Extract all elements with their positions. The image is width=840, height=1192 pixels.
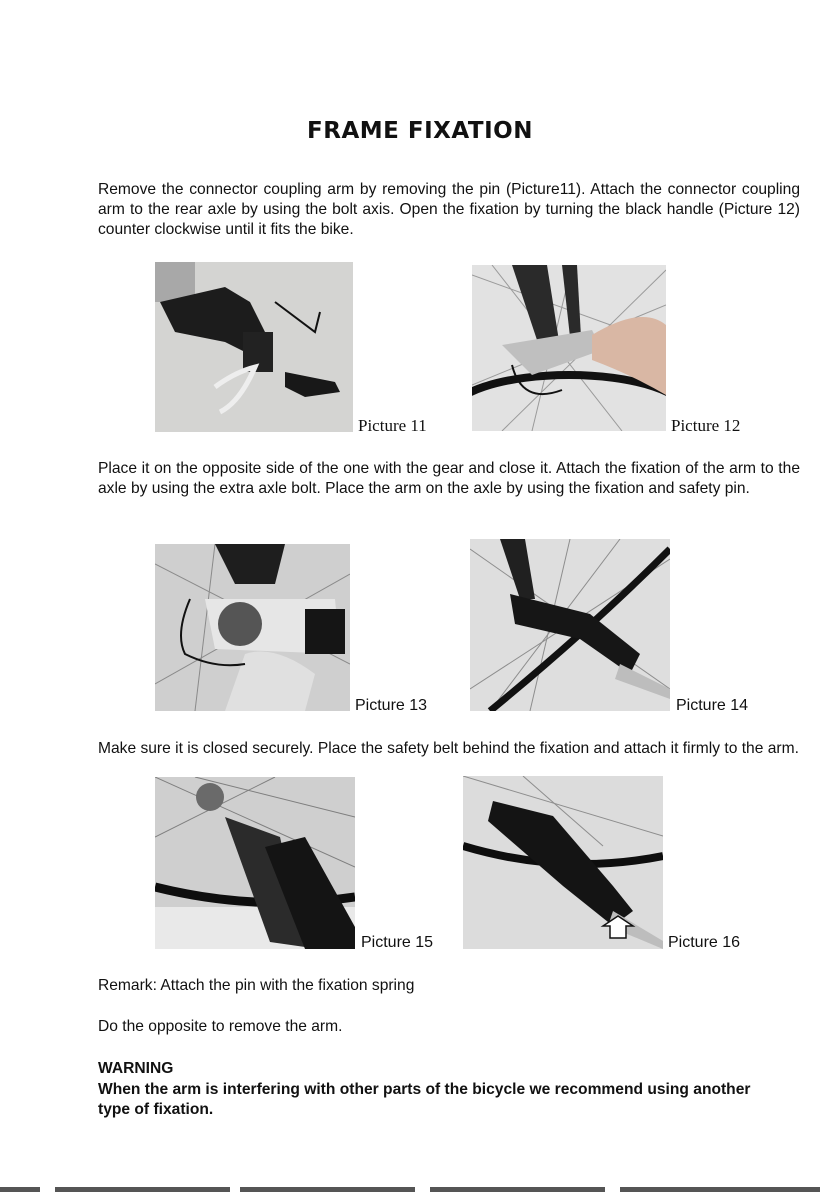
instruction-paragraph-1: Remove the connector coupling arm by removing the pin (Picture11). Attach the connector coupling arm to the rear axle by using the bolt axis. Open the fixation by turning the black handle (Picture 12) counter clockwise until it fits the bike. (98, 181, 800, 238)
remark-text: Remark: Attach the pin with the fixation spring (98, 977, 415, 994)
warning-heading: WARNING (98, 1060, 174, 1077)
picture-15-caption: Picture 15 (361, 934, 434, 951)
picture-14-photo (470, 539, 670, 711)
picture-15-photo (155, 777, 355, 949)
footer-rule (55, 1187, 230, 1192)
footer-rule (620, 1187, 820, 1192)
footer-rule (430, 1187, 605, 1192)
instruction-paragraph-2: Place it on the opposite side of the one with the gear and close it. Attach the fixation of the arm to the axle by using the extra axle bolt. Place the arm on the axle by using the fixation and safety pin. (98, 460, 800, 497)
footer-rule (240, 1187, 415, 1192)
picture-11-caption: Picture 11 (358, 416, 427, 435)
picture-13-photo (155, 544, 350, 711)
instruction-paragraph-3: Make sure it is closed securely. Place the safety belt behind the fixation and attach it firmly to the arm. (98, 740, 799, 757)
picture-16-caption: Picture 16 (668, 934, 741, 951)
picture-13-caption: Picture 13 (355, 697, 428, 714)
warning-text: When the arm is interfering with other parts of the bicycle we recommend using another type of fixation. (98, 1081, 751, 1118)
footer-rule (0, 1187, 40, 1192)
remove-note: Do the opposite to remove the arm. (98, 1018, 343, 1035)
picture-12-photo (472, 265, 666, 431)
picture-16-photo (463, 776, 663, 949)
picture-11-photo (155, 262, 353, 432)
page-title: FRAME FIXATION (307, 118, 533, 144)
picture-14-caption: Picture 14 (676, 697, 749, 714)
picture-12-caption: Picture 12 (671, 416, 741, 435)
